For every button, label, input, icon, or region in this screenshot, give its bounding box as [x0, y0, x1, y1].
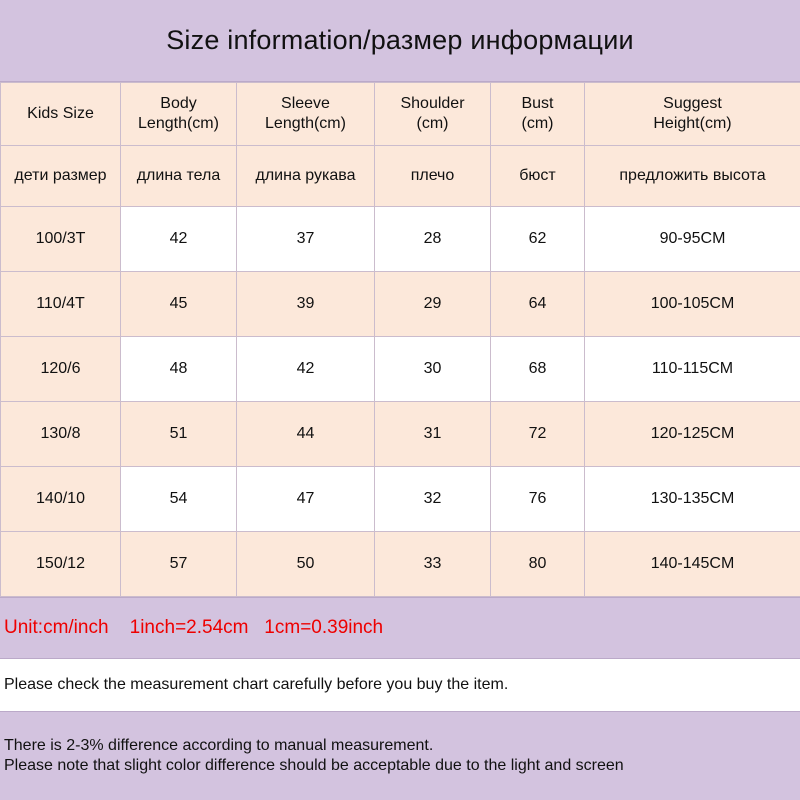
difference-note: There is 2-3% difference according to manual measurement.	[4, 737, 434, 754]
table-row	[1, 532, 800, 597]
unit-conversion-note: Unit:cm/inch 1inch=2.54cm 1cm=0.39inch	[0, 597, 800, 659]
table-row	[1, 272, 800, 337]
header-kids-size: Kids Size	[1, 83, 121, 146]
shoulder-cell: 32	[375, 467, 491, 532]
disclaimer-notes	[0, 711, 800, 800]
body-length-cell: 54	[121, 467, 237, 532]
color-note: Please note that slight color difference should be acceptable due to the light and screen	[4, 757, 624, 774]
header-body-length: Body Length(cm)	[121, 83, 237, 146]
shoulder-cell: 31	[375, 402, 491, 467]
shoulder-cell: 30	[375, 337, 491, 402]
suggest-height-cell: 110-115CM	[585, 337, 800, 402]
header-ru-kids-size: дети размер	[1, 146, 121, 207]
suggest-height-cell: 140-145CM	[585, 532, 800, 597]
size-table	[0, 82, 800, 597]
header-ru-shoulder: плечо	[375, 146, 491, 207]
size-cell: 150/12	[1, 532, 121, 597]
shoulder-cell: 28	[375, 207, 491, 272]
header-sleeve-length: Sleeve Length(cm)	[237, 83, 375, 146]
size-cell: 110/4T	[1, 272, 121, 337]
measurement-check-note: Please check the measurement chart carefully before you buy the item.	[0, 659, 800, 711]
shoulder-cell: 33	[375, 532, 491, 597]
bust-cell: 80	[491, 532, 585, 597]
sleeve-length-cell: 47	[237, 467, 375, 532]
header-shoulder: Shoulder (cm)	[375, 83, 491, 146]
header-bust: Bust (cm)	[491, 83, 585, 146]
table-row	[1, 467, 800, 532]
page-title: Size information/размер информации	[0, 0, 800, 82]
body-length-cell: 57	[121, 532, 237, 597]
body-length-cell: 42	[121, 207, 237, 272]
sleeve-length-cell: 39	[237, 272, 375, 337]
body-length-cell: 45	[121, 272, 237, 337]
size-cell: 140/10	[1, 467, 121, 532]
body-length-cell: 51	[121, 402, 237, 467]
header-ru-sleeve-length: длина рукава	[237, 146, 375, 207]
table-row	[1, 337, 800, 402]
suggest-height-cell: 120-125CM	[585, 402, 800, 467]
suggest-height-cell: 90-95CM	[585, 207, 800, 272]
bust-cell: 68	[491, 337, 585, 402]
header-ru-suggest-height: предложить высота	[585, 146, 800, 207]
shoulder-cell: 29	[375, 272, 491, 337]
bust-cell: 64	[491, 272, 585, 337]
sleeve-length-cell: 50	[237, 532, 375, 597]
header-ru-bust: бюст	[491, 146, 585, 207]
bust-cell: 72	[491, 402, 585, 467]
header-ru-body-length: длина тела	[121, 146, 237, 207]
suggest-height-cell: 130-135CM	[585, 467, 800, 532]
suggest-height-cell: 100-105CM	[585, 272, 800, 337]
bust-cell: 76	[491, 467, 585, 532]
header-row-en	[1, 83, 800, 146]
sleeve-length-cell: 44	[237, 402, 375, 467]
size-cell: 130/8	[1, 402, 121, 467]
header-suggest-height: Suggest Height(cm)	[585, 83, 800, 146]
size-cell: 120/6	[1, 337, 121, 402]
sleeve-length-cell: 37	[237, 207, 375, 272]
header-row-ru	[1, 146, 800, 207]
bust-cell: 62	[491, 207, 585, 272]
table-row	[1, 207, 800, 272]
size-cell: 100/3T	[1, 207, 121, 272]
sleeve-length-cell: 42	[237, 337, 375, 402]
table-row	[1, 402, 800, 467]
body-length-cell: 48	[121, 337, 237, 402]
